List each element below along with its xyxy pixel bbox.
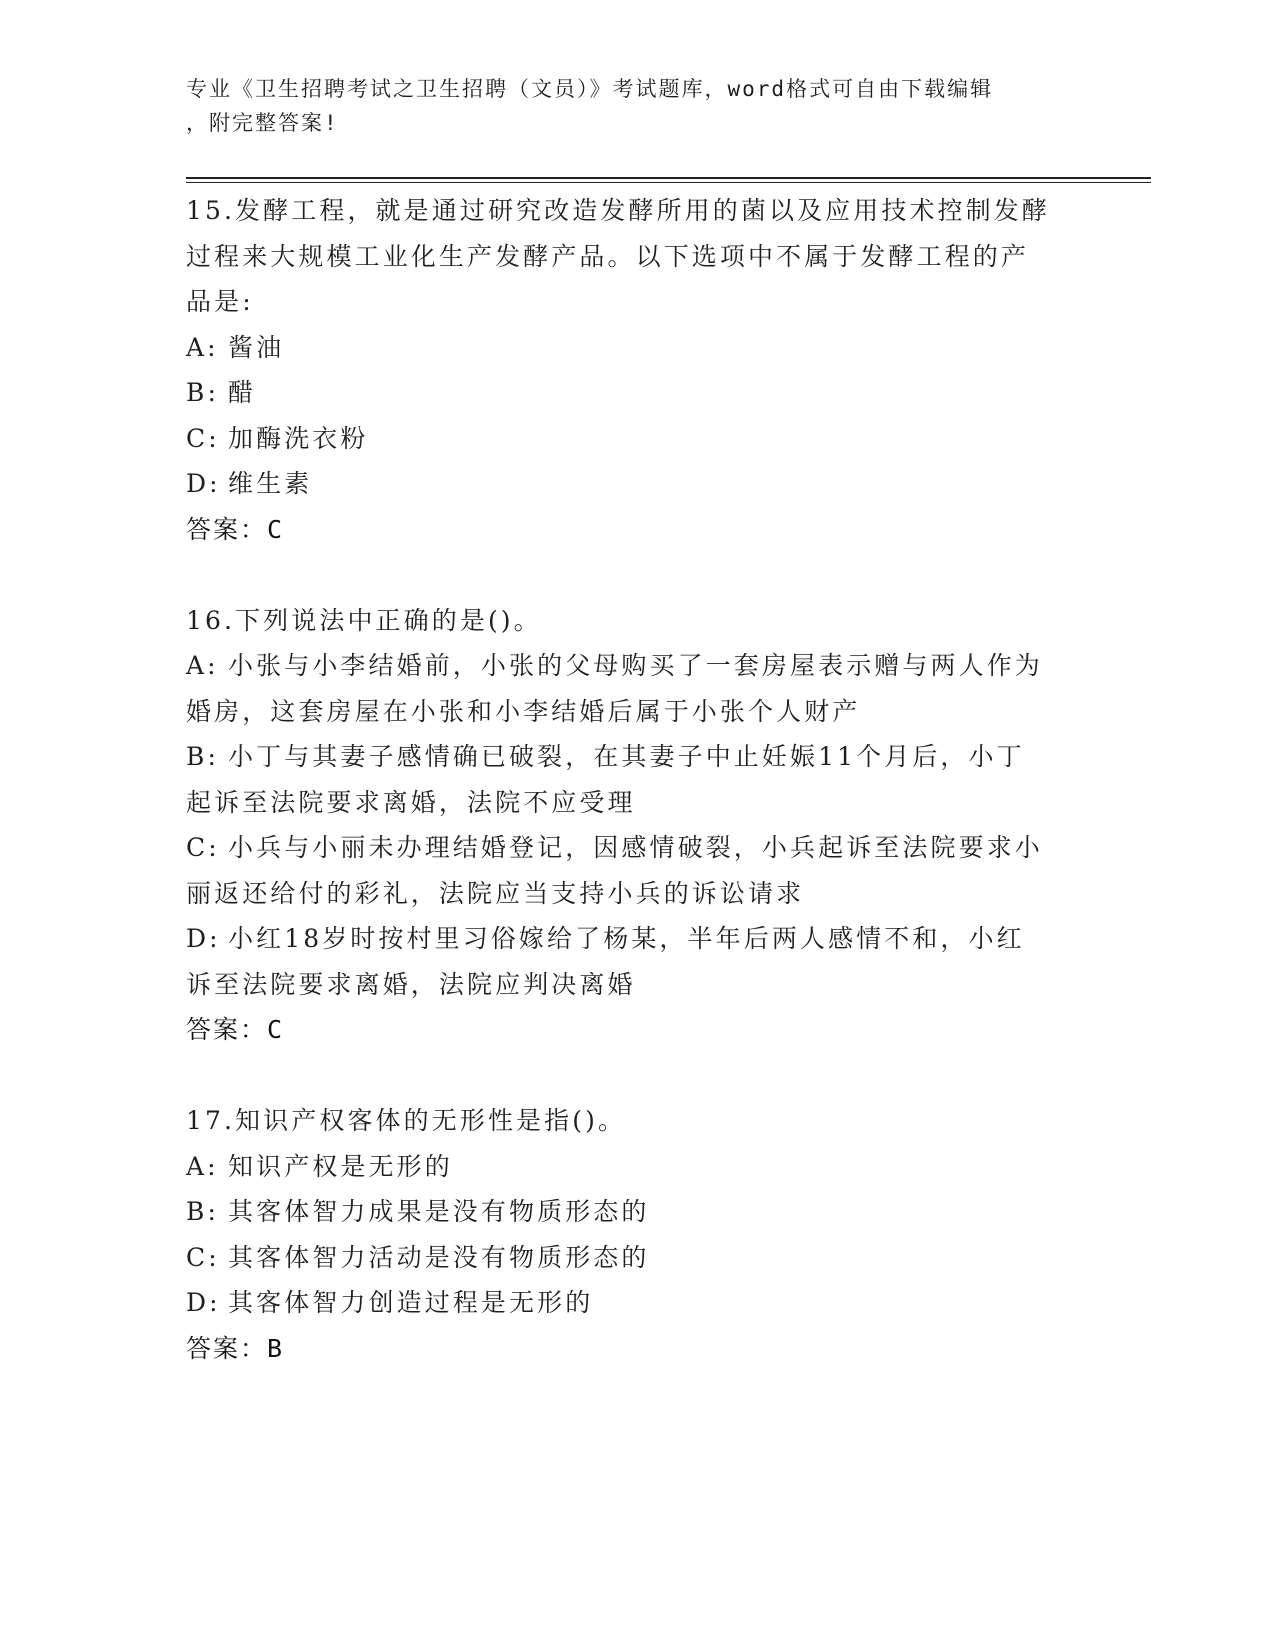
answer-label: 答案： xyxy=(186,514,268,544)
option-text: 小丁与其妻子感情确已破裂，在其妻子中止妊娠11个月后，小丁 xyxy=(228,742,1025,771)
answer-label: 答案： xyxy=(186,1333,268,1363)
option-text: 婚房，这套房屋在小张和小李结婚后属于小张个人财产 xyxy=(186,696,861,726)
question-block xyxy=(186,1098,1086,1371)
question-stem-line: 过程来大规模工业化生产发酵产品。以下选项中不属于发酵工程的产 xyxy=(186,241,1030,271)
option-letter: D: xyxy=(186,1288,221,1317)
option-letter: C: xyxy=(186,1242,220,1272)
option-line xyxy=(186,780,1086,826)
option-text: 维生素 xyxy=(228,469,313,498)
answer-line xyxy=(186,507,1086,553)
answer-value: C xyxy=(267,514,283,544)
option-text: 其客体智力活动是没有物质形态的 xyxy=(228,1242,650,1272)
option-letter: A: xyxy=(186,651,219,680)
option-line xyxy=(186,325,1086,371)
question-block xyxy=(186,598,1086,1053)
option-text: 诉至法院要求离婚，法院应判决离婚 xyxy=(186,969,636,999)
answer-line xyxy=(186,1007,1086,1053)
option-text: 知识产权是无形的 xyxy=(228,1151,453,1181)
option-letter: A: xyxy=(186,1151,219,1181)
document-header xyxy=(186,72,1066,140)
option-text: 醋 xyxy=(228,378,257,407)
option-letter: C: xyxy=(186,423,220,453)
answer-value: C xyxy=(267,1015,283,1044)
option-line xyxy=(186,916,1086,962)
option-line xyxy=(186,1280,1086,1326)
option-line xyxy=(186,1144,1086,1190)
header-divider-thick xyxy=(186,177,1151,179)
answer-value: B xyxy=(267,1333,283,1363)
option-text: 其客体智力创造过程是无形的 xyxy=(228,1288,594,1317)
option-text: 小红18岁时按村里习俗嫁给了杨某，半年后两人感情不和，小红 xyxy=(228,924,1025,953)
question-list xyxy=(186,188,1086,1371)
option-text: 丽返还给付的彩礼，法院应当支持小兵的诉讼请求 xyxy=(186,878,805,908)
question-spacer xyxy=(186,1053,1086,1099)
option-letter: B: xyxy=(186,742,219,771)
answer-label: 答案： xyxy=(186,1015,268,1044)
option-text: 酱油 xyxy=(228,332,285,362)
option-letter: B: xyxy=(186,378,219,407)
question-stem-line: 17.知识产权客体的无形性是指()。 xyxy=(186,1106,627,1135)
option-letter: D: xyxy=(186,469,221,498)
option-line xyxy=(186,734,1086,780)
option-text: 其客体智力成果是没有物质形态的 xyxy=(228,1197,650,1226)
question-spacer xyxy=(186,552,1086,598)
option-text: 小兵与小丽未办理结婚登记，因感情破裂，小兵起诉至法院要求小 xyxy=(228,833,1043,862)
answer-line xyxy=(186,1326,1086,1372)
option-letter: C: xyxy=(186,833,220,862)
option-line xyxy=(186,962,1086,1008)
option-text: 加酶洗衣粉 xyxy=(228,423,369,453)
header-line-2: ，附完整答案! xyxy=(186,111,339,135)
option-line xyxy=(186,871,1086,917)
option-text: 小张与小李结婚前，小张的父母购买了一套房屋表示赠与两人作为 xyxy=(228,651,1043,680)
option-line xyxy=(186,1189,1086,1235)
option-letter: D: xyxy=(186,924,221,953)
question-stem-line: 15.发酵工程，就是通过研究改造发酵所用的菌以及应用技术控制发酵 xyxy=(186,196,1050,225)
option-letter: B: xyxy=(186,1197,219,1226)
option-line xyxy=(186,461,1086,507)
option-line xyxy=(186,643,1086,689)
header-line-1: 专业《卫生招聘考试之卫生招聘（文员）》考试题库，word格式可自由下载编辑 xyxy=(186,77,994,101)
question-stem-line: 16.下列说法中正确的是()。 xyxy=(186,605,542,635)
question-stem-line: 品是: xyxy=(186,287,254,316)
option-line xyxy=(186,825,1086,871)
option-line xyxy=(186,689,1086,735)
header-divider-thin xyxy=(186,182,1151,183)
option-letter: A: xyxy=(186,332,219,362)
option-text: 起诉至法院要求离婚，法院不应受理 xyxy=(186,787,636,817)
option-line xyxy=(186,416,1086,462)
option-line xyxy=(186,370,1086,416)
question-block xyxy=(186,188,1086,552)
option-line xyxy=(186,1235,1086,1281)
